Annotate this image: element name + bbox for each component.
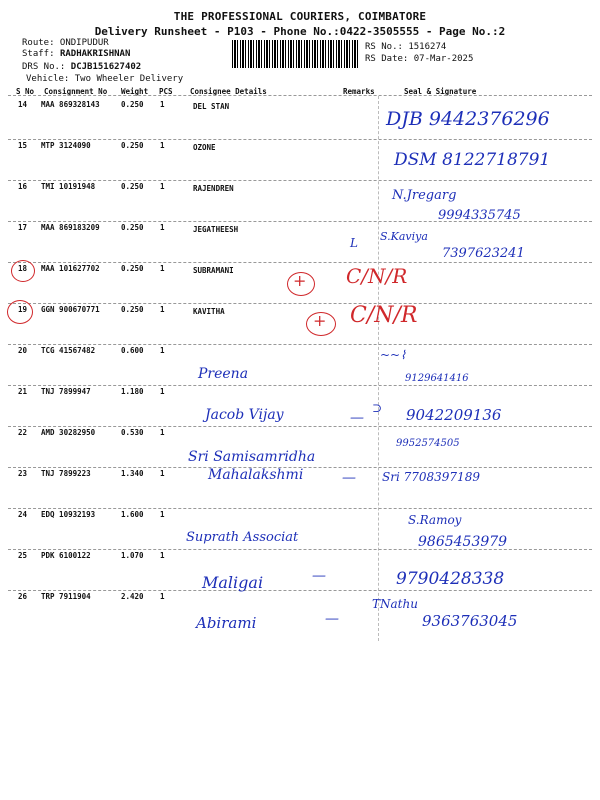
row-pcs: 1 <box>160 510 165 519</box>
row-sno: 15 <box>18 141 28 150</box>
signature: DJB 9442376296 <box>386 108 550 130</box>
phone-number: 9994335745 <box>438 208 521 223</box>
signature: N.Jregarg <box>392 188 457 203</box>
row-sno: 14 <box>18 100 28 109</box>
cancel-circle-mark <box>7 300 33 324</box>
table-row <box>0 304 600 345</box>
row-sno: 18 <box>18 264 28 273</box>
row-weight: 0.250 <box>121 223 144 232</box>
signature: DSM 8122718791 <box>394 150 551 170</box>
phone-number: 9363763045 <box>422 612 518 630</box>
row-sno: 16 <box>18 182 28 191</box>
row-weight: 0.250 <box>121 141 144 150</box>
cnr-remark: C/N/R <box>346 264 408 288</box>
rs-number: RS No.: 1516274 <box>365 42 447 52</box>
row-sno: 22 <box>18 428 28 437</box>
dash-mark: — <box>342 470 356 486</box>
phone-number: 9952574505 <box>396 438 460 449</box>
row-consignee: JEGATHEESH <box>193 225 239 234</box>
row-sno: 21 <box>18 387 28 396</box>
row-sno: 26 <box>18 592 28 601</box>
dash-mark: — <box>325 611 339 627</box>
row-sno: 23 <box>18 469 28 478</box>
row-consignee: RAJENDREN <box>193 184 234 193</box>
staff-name: RADHAKRISHNAN <box>59 49 131 59</box>
drs-row <box>22 62 141 72</box>
row-consignment: MAA 869328143 <box>41 100 100 109</box>
row-pcs: 1 <box>160 469 165 478</box>
signature-scribble: ⊃ <box>372 401 383 415</box>
route-label: Route: ONDIPUDUR <box>22 38 109 48</box>
phone-number: 9042209136 <box>406 406 502 424</box>
row-consignment: AMD 30282950 <box>41 428 96 437</box>
consignee-name: Maligai <box>202 573 264 592</box>
row-consignment: TNJ 7899947 <box>41 387 91 396</box>
runsheet-subtitle: Delivery Runsheet - P103 - Phone No.:0422-3505555 - Page No.:2 <box>94 25 506 38</box>
cnr-remark: C/N/R <box>350 303 418 328</box>
row-weight: 1.070 <box>121 551 144 560</box>
table-row <box>0 509 600 550</box>
consignee-name: Preena <box>198 366 249 382</box>
consignee-name: Jacob Vijay <box>205 407 284 423</box>
signature-scribble: ~~⌇ <box>380 348 406 362</box>
row-pcs: 1 <box>160 182 165 191</box>
plus-mark: + <box>293 271 307 290</box>
row-consignee: SUBRAMANI <box>193 266 234 275</box>
consignee-name: Abirami <box>196 614 257 632</box>
signature: Sri 7708397189 <box>382 470 480 484</box>
row-pcs: 1 <box>160 223 165 232</box>
col-consignment: Consignment No <box>44 87 108 96</box>
drs-number: DCJB151627402 <box>70 62 142 72</box>
row-consignment: MAA 101627702 <box>41 264 100 273</box>
row-weight: 1.180 <box>121 387 144 396</box>
signature: S.Kaviya <box>380 230 428 243</box>
row-sno: 24 <box>18 510 28 519</box>
row-consignment: GGN 900670771 <box>41 305 100 314</box>
row-sno: 19 <box>18 305 28 314</box>
row-weight: 1.600 <box>121 510 144 519</box>
signature: 9790428338 <box>396 569 505 589</box>
row-pcs: 1 <box>160 264 165 273</box>
col-pcs: PCS <box>159 87 173 96</box>
col-remarks: Remarks <box>343 87 375 96</box>
dash-mark: — <box>350 410 364 426</box>
consignee-name: Suprath Associat <box>186 530 299 545</box>
dash-mark: — <box>312 568 326 584</box>
consignee-name: Sri Samisamridha <box>188 449 316 465</box>
table-row <box>0 550 600 591</box>
plus-mark: + <box>313 311 327 330</box>
table-row <box>0 386 600 427</box>
row-weight: 2.420 <box>121 592 144 601</box>
row-consignment: PDK 6100122 <box>41 551 91 560</box>
row-pcs: 1 <box>160 551 165 560</box>
row-pcs: 1 <box>160 141 165 150</box>
consignee-name: Mahalakshmi <box>208 467 304 483</box>
row-sno: 25 <box>18 551 28 560</box>
row-pcs: 1 <box>160 305 165 314</box>
row-consignment: MTP 3124090 <box>41 141 91 150</box>
runsheet-title: THE PROFESSIONAL COURIERS, COIMBATORE <box>173 10 427 23</box>
row-weight: 0.250 <box>121 264 144 273</box>
row-consignment: TCG 41567482 <box>41 346 96 355</box>
cancel-circle-mark <box>11 260 35 282</box>
signature: S.Ramoy <box>408 513 462 527</box>
row-pcs: 1 <box>160 346 165 355</box>
row-pcs: 1 <box>160 387 165 396</box>
phone-number: 7397623241 <box>442 246 525 261</box>
row-sno: 20 <box>18 346 28 355</box>
phone-number: 9865453979 <box>418 534 508 550</box>
row-consignee: OZONE <box>193 143 216 152</box>
row-consignment: TRP 7911904 <box>41 592 91 601</box>
row-weight: 0.250 <box>121 305 144 314</box>
row-consignment: TMI 10191948 <box>41 182 96 191</box>
row-pcs: 1 <box>160 100 165 109</box>
col-seal: Seal & Signature <box>404 87 477 96</box>
signature: TNathu <box>372 597 418 611</box>
table-row <box>0 345 600 386</box>
row-consignee: KAVITHA <box>193 307 225 316</box>
row-weight: 0.530 <box>121 428 144 437</box>
row-pcs: 1 <box>160 428 165 437</box>
row-consignment: EDQ 10932193 <box>41 510 96 519</box>
remark-mark: L <box>350 236 358 250</box>
row-weight: 0.250 <box>121 100 144 109</box>
vehicle-label: Vehicle: Two Wheeler Delivery <box>26 74 184 84</box>
row-consignment: TNJ 7899223 <box>41 469 91 478</box>
row-weight: 0.250 <box>121 182 144 191</box>
row-weight: 0.600 <box>121 346 144 355</box>
rs-date: RS Date: 07-Mar-2025 <box>365 54 474 64</box>
drs-label: DRS No.: <box>22 62 66 72</box>
row-pcs: 1 <box>160 592 165 601</box>
col-sno: S No <box>16 87 35 96</box>
phone-number: 9129641416 <box>405 373 469 384</box>
col-weight: Weight <box>121 87 149 96</box>
header-divider <box>8 95 592 96</box>
row-consignee: DEL STAN <box>193 102 230 111</box>
row-weight: 1.340 <box>121 469 144 478</box>
row-consignment: MAA 869183209 <box>41 223 100 232</box>
staff-row <box>22 49 130 59</box>
staff-label: Staff: <box>22 49 55 59</box>
barcode <box>232 40 358 68</box>
row-sno: 17 <box>18 223 28 232</box>
col-consignee: Consignee Details <box>190 87 267 96</box>
